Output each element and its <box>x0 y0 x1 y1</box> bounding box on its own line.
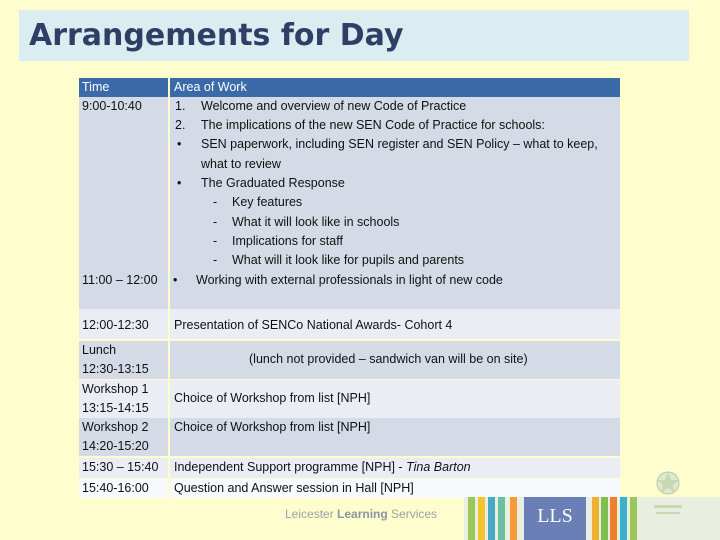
list-item: Welcome and overview of new Code of Practice <box>201 99 467 113</box>
page-title: Arrangements for Day <box>29 18 404 53</box>
time-cell: 12:00-12:30 <box>82 318 149 332</box>
time-cell: 9:00-10:40 <box>82 99 142 113</box>
time-cell: Workshop 1 <box>82 382 149 396</box>
list-item: What it will look like in schools <box>232 215 400 229</box>
city-council-logo-icon <box>648 465 688 535</box>
bullet-icon: • <box>177 137 182 151</box>
area-cell: Question and Answer session in Hall [NPH] <box>174 481 414 495</box>
table-row <box>79 479 620 498</box>
list-item: SEN paperwork, including SEN register and SEN Policy – what to keep, <box>201 137 598 151</box>
footer-text: Leicester Learning Services <box>285 507 438 521</box>
table-row <box>79 309 620 339</box>
time-cell: 14:20-15:20 <box>82 439 149 453</box>
bullet-icon: • <box>173 273 178 287</box>
area-cell: Independent Support programme [NPH] - Tina Barton <box>174 460 471 474</box>
list-item: Implications for staff <box>232 234 343 248</box>
time-cell: Lunch <box>82 343 117 357</box>
presenter-name: Tina Barton <box>406 460 471 474</box>
table-row <box>79 341 620 379</box>
area-cell: (lunch not provided – sandwich van will be on site) <box>249 352 528 366</box>
list-item: What will it look like for pupils and parents <box>232 253 465 267</box>
time-cell: 13:15-14:15 <box>82 401 149 415</box>
time-cell: 15:30 – 15:40 <box>82 460 159 474</box>
time-cell: 11:00 – 12:00 <box>82 273 158 287</box>
bullet-icon: • <box>177 176 182 190</box>
dash-marker: - <box>213 195 218 209</box>
time-cell: Workshop 2 <box>82 420 149 434</box>
title-banner <box>19 10 689 61</box>
list-number: 1. <box>175 99 186 113</box>
list-item: Key features <box>232 195 303 209</box>
list-item: Working with external professionals in light of new code <box>196 273 503 287</box>
list-item: The Graduated Response <box>201 176 345 190</box>
header-time: Time <box>82 80 110 94</box>
table-row <box>79 380 620 418</box>
lls-logo: LLS <box>524 497 586 540</box>
time-cell: 12:30-13:15 <box>82 362 149 376</box>
dash-marker: - <box>213 253 218 267</box>
table-header-row <box>79 78 620 97</box>
header-area: Area of Work <box>174 80 247 94</box>
list-item: what to review <box>201 157 281 171</box>
schedule-table <box>79 78 620 498</box>
area-cell: Choice of Workshop from list [NPH] <box>174 391 371 405</box>
table-row <box>79 458 620 478</box>
dash-marker: - <box>213 234 218 248</box>
table-row-morning <box>79 97 620 309</box>
list-item: The implications of the new SEN Code of Practice for schools: <box>201 118 545 132</box>
table-row <box>79 418 620 456</box>
area-cell: Presentation of SENCo National Awards- Cohort 4 <box>174 318 453 332</box>
area-cell: Choice of Workshop from list [NPH] <box>174 420 371 434</box>
list-number: 2. <box>175 118 186 132</box>
dash-marker: - <box>213 215 218 229</box>
time-cell: 15:40-16:00 <box>82 481 149 495</box>
